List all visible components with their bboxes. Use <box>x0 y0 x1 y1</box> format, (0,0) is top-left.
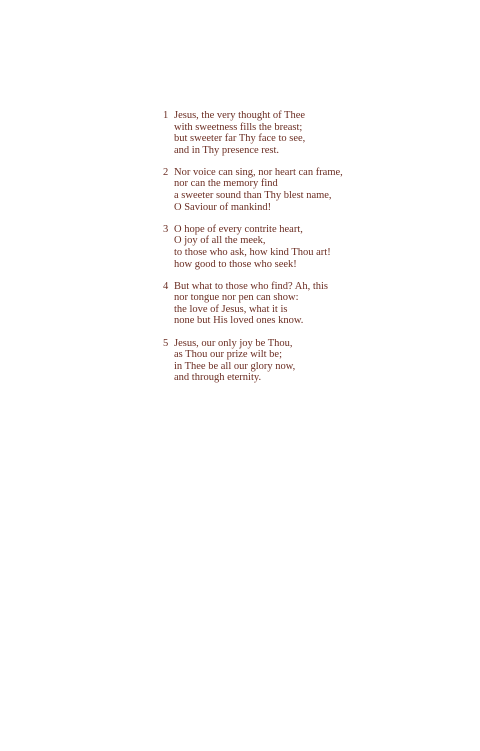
verse-line: a sweeter sound than Thy blest name, <box>174 190 332 202</box>
verse-line: nor can the memory find <box>174 178 278 190</box>
verse-line: nor tongue nor pen can show: <box>174 292 299 304</box>
verse-lines <box>174 167 403 213</box>
verse-line: O Saviour of mankind! <box>174 201 272 213</box>
verse-lines <box>174 110 403 156</box>
verse-line: in Thee be all our glory now, <box>174 360 296 372</box>
verse-line: But what to those who find? Ah, this <box>174 280 328 292</box>
verse-line: to those who ask, how kind Thou art! <box>174 246 331 258</box>
verse-line: and through eternity. <box>174 372 262 384</box>
verse-line: as Thou our prize wilt be; <box>174 349 282 361</box>
verse-line: the love of Jesus, what it is <box>174 303 288 315</box>
verse-number: 5 <box>163 337 169 349</box>
verse-line: O joy of all the meek, <box>174 235 266 247</box>
verse-lines <box>174 281 403 327</box>
verse-number: 4 <box>163 280 169 292</box>
verse-2 <box>163 167 403 213</box>
verse-line: Jesus, the very thought of Thee <box>174 110 306 121</box>
verse-line: none but His loved ones know. <box>174 315 304 327</box>
verse-lines <box>174 224 403 270</box>
verse-number: 3 <box>163 223 169 235</box>
verse-4 <box>163 281 403 327</box>
verse-lines <box>174 338 403 384</box>
verse-5 <box>163 338 403 384</box>
verse-line: Jesus, our only joy be Thou, <box>174 337 293 349</box>
verse-number: 1 <box>163 110 169 121</box>
verse-line: O hope of every contrite heart, <box>174 223 303 235</box>
verse-1 <box>163 110 403 156</box>
verse-3 <box>163 224 403 270</box>
verse-line: how good to those who seek! <box>174 258 297 270</box>
verse-line: with sweetness fills the breast; <box>174 121 303 133</box>
verse-line: but sweeter far Thy face to see, <box>174 133 306 145</box>
hymn-text <box>163 110 403 394</box>
verse-line: Nor voice can sing, nor heart can frame, <box>174 166 343 178</box>
verse-number: 2 <box>163 166 169 178</box>
verse-line: and in Thy presence rest. <box>174 144 280 156</box>
